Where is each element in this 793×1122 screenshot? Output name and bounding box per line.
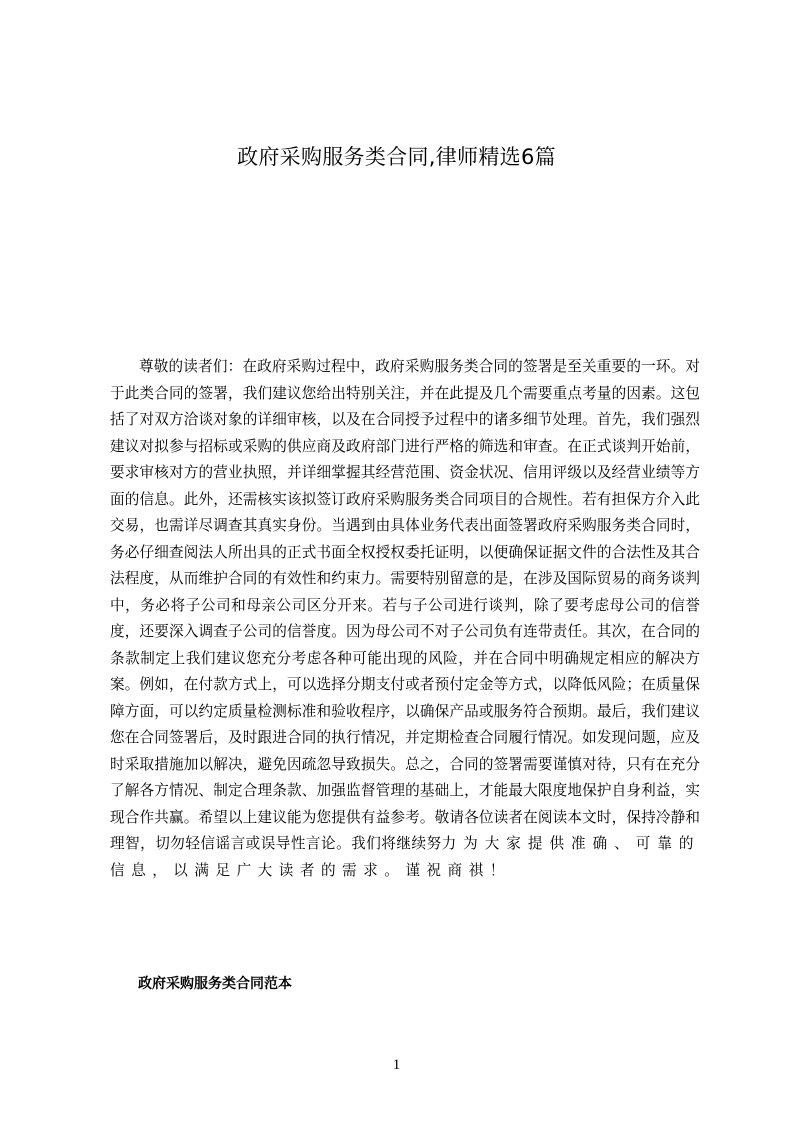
body-paragraph-main: 尊敬的读者们：在政府采购过程中，政府采购服务类合同的签署是至关重要的一环。对于此类合同的签署，我们建议您给出特别关注，并在此提及几个需要重点考量的因素。这包括了对双方洽谈对象的详细审核，以及在合同授予过程中的诸多细节处理。首先，我们强烈建议对拟参与招标或采购的供应商及政府部门进行严格的筛选和审查。在正式谈判开始前，要求审核对方的营业执照，并详细掌握其经营范围、资金状况、信用评级以及经营业绩等方面的信息。此外，还需核实该拟签订政府采购服务类合同项目的合规性。若有担保方介入此交易，也需详尽调查其真实身份。当遇到由具体业务代表出面签署政府采购服务类合同时，务必仔细查阅法人所出具的正式书面全权授权委托证明，以便确保证据文件的合法性及其合法程度，从而维护合同的有效性和约束力。需要特别留意的是，在涉及国际贸易的商务谈判中，务必将子公司和母亲公司区分开来。若与子公司进行谈判，除了要考虑母公司的信誉度，还要深入调查子公司的信誉度。因为母公司不对子公司负有连带责任。其次，在合同的条款制定上我们建议您充分考虑各种可能出现的风险，并在合同中明确规定相应的解决方案。例如，在付款方式上，可以选择分期支付或者预付定金等方式，以降低风险；在质量保障方面，可以约定质量检测标准和验收程序，以确保产品或服务符合预期。最后，我们建议您在合同签署后，及时跟进合同的执行情况，并定期检查合同履行情况。如发现问题，应及时采取措施加以解决，避免因疏忽导致损失。总之，合同的签署需要谨慎对待，只有在充分了解各方情况、制定合理条款、加强监督管理的基础上，才能最大限度地保护自身利益，实现合作共赢。希望以上建议能为您提供有益参考。敬请各位读者在阅读本文时，保持冷静和理智，切勿轻信谣言或误导性言论。我们将继续努 bbox=[110, 358, 700, 852]
section-heading: 政府采购服务类合同范本 bbox=[138, 976, 292, 992]
page-number: 1 bbox=[392, 1057, 401, 1073]
body-paragraph-last-line: 力为大家提供准确、可靠的信息，以满足广大读者的需求。谨祝商祺！ bbox=[110, 835, 700, 879]
body-paragraph bbox=[110, 354, 700, 884]
document-title: 政府采购服务类合同,律师精选6篇 bbox=[237, 145, 556, 169]
